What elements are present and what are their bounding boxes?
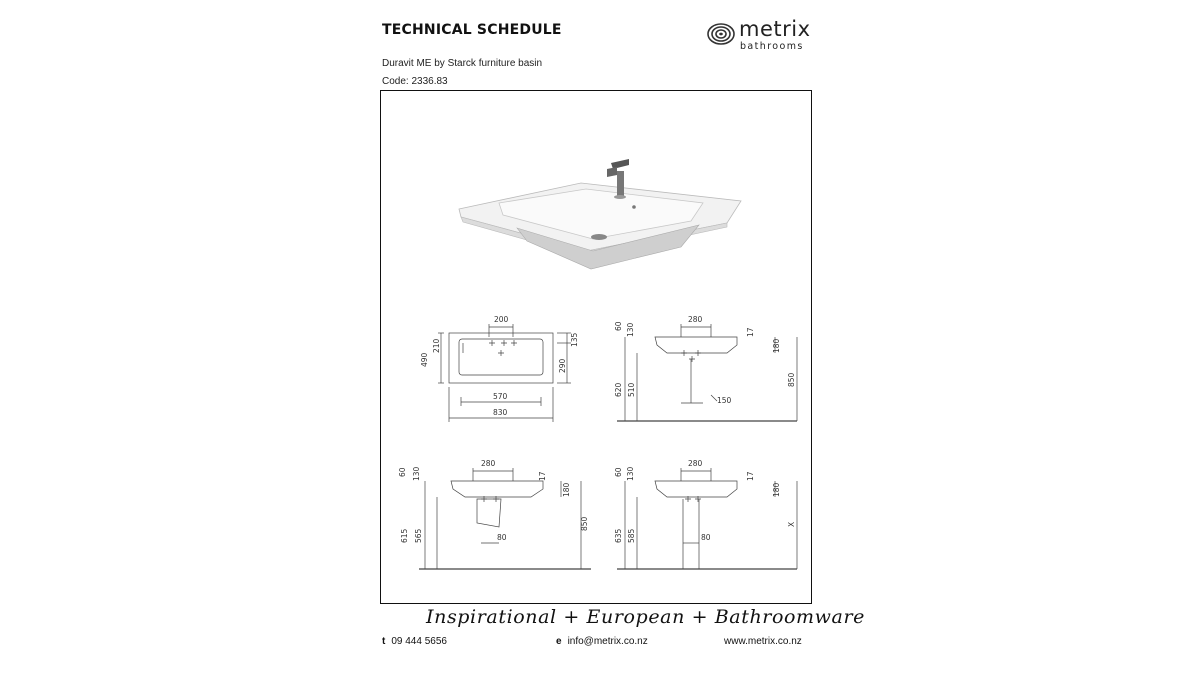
ped-dim-850: 850 [580,516,589,531]
product-name: Duravit ME by Starck furniture basin [382,58,543,69]
side-dim-620: 620 [614,382,623,397]
footer-website[interactable]: www.metrix.co.nz [724,636,802,647]
basin-render [459,159,741,269]
ped-dim-615: 615 [400,528,409,543]
dim-290: 290 [558,358,567,373]
metrix-logo [706,18,816,52]
dim-490: 490 [420,352,429,367]
logo-subtext: bathrooms [740,41,804,52]
side-dim-280: 280 [688,315,703,324]
concentric-rings-icon [706,20,740,50]
side-view-drawing [617,324,797,421]
ped-dim-80: 80 [497,533,507,542]
ped-dim-60: 60 [398,467,407,477]
side-dim-180: 180 [772,338,781,353]
footer-phone: t 09 444 5656 [382,636,447,647]
col-dim-180: 180 [772,482,781,497]
ped-dim-565: 565 [414,528,423,543]
dim-830: 830 [493,408,508,417]
col-dim-x: X [787,521,796,527]
ped-dim-180: 180 [562,482,571,497]
page-title: TECHNICAL SCHEDULE [382,22,562,38]
col-dim-80: 80 [701,533,711,542]
side-dim-130: 130 [626,322,635,337]
ped-dim-130: 130 [412,466,421,481]
footer-email[interactable]: e info@metrix.co.nz [556,636,648,647]
ped-dim-280: 280 [481,459,496,468]
dim-570: 570 [493,392,508,401]
ped-dim-17: 17 [538,471,547,481]
dim-200: 200 [494,315,509,324]
col-dim-585: 585 [627,528,636,543]
dim-210: 210 [432,338,441,353]
col-dim-60: 60 [614,467,623,477]
product-code: Code: 2336.83 [382,76,448,87]
technical-drawings [381,91,813,605]
drawing-frame [380,90,812,604]
col-dim-635: 635 [614,528,623,543]
side-dim-850: 850 [787,372,796,387]
side-dim-17: 17 [746,327,755,337]
side-dim-150: 150 [717,396,732,405]
dim-135: 135 [570,332,579,347]
side-dim-60: 60 [614,321,623,331]
logo-wordmark: metrix [739,17,811,41]
col-dim-17: 17 [746,471,755,481]
col-dim-130: 130 [626,466,635,481]
side-dim-510: 510 [627,382,636,397]
col-dim-280: 280 [688,459,703,468]
column-view-drawing [617,468,797,569]
footer-tagline: Inspirational + European + Bathroomware [426,606,865,628]
